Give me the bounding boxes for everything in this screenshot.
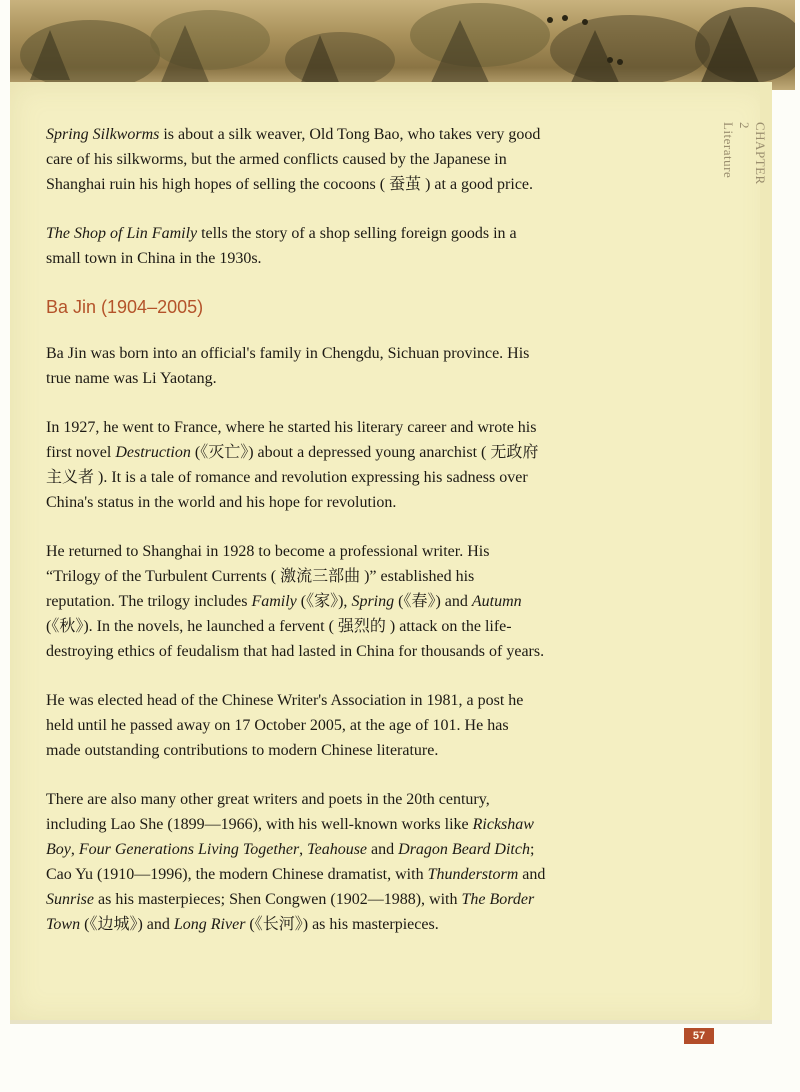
paragraph-text: In 1927, he went to France, where he started his literary career and wrote his first novel bbox=[46, 419, 537, 461]
page-content bbox=[46, 122, 546, 961]
landscape-painting-banner bbox=[10, 0, 795, 90]
paragraph-ba-jin-france bbox=[46, 415, 546, 515]
paragraph-text: (《家》), bbox=[296, 593, 352, 610]
book-title-dragon-beard-ditch: Dragon Beard Ditch bbox=[398, 841, 530, 858]
paragraph-ba-jin-trilogy bbox=[46, 539, 546, 664]
book-title-long-river: Long River bbox=[173, 916, 246, 933]
chapter-label: CHAPTER 2 bbox=[737, 122, 768, 185]
book-title-autumn: Autumn bbox=[471, 593, 522, 610]
book-title-spring-silkworms: Spring Silkworms bbox=[46, 126, 160, 143]
section-heading-ba-jin: Ba Jin (1904–2005) bbox=[46, 297, 204, 317]
book-title-rickshaw-boy: Rickshaw Boy bbox=[46, 816, 534, 858]
paragraph-text: (《秋》). In the novels, he launched a fervent ( 强烈的 ) attack on the life-destroying ethics of feudalism that had lasted in China for thousands of years. bbox=[46, 618, 545, 660]
paragraph-lin-family bbox=[46, 221, 546, 271]
paragraph-text: as his masterpieces; Shen Congwen (1902—1988), with bbox=[94, 891, 462, 908]
paragraph-text: and bbox=[367, 841, 399, 858]
page-edge bbox=[760, 82, 772, 1022]
paragraph-text: He returned to Shanghai in 1928 to become a professional writer. His “Trilogy of the Turbulent Currents ( 激流三部曲 )” established his reputation. The trilogy includes bbox=[46, 543, 490, 610]
painting-artwork bbox=[10, 0, 795, 90]
paragraph-text: and bbox=[518, 866, 546, 883]
paragraph-text: , bbox=[299, 841, 308, 858]
paragraph-spring-silkworms bbox=[46, 122, 546, 197]
book-title-destruction: Destruction bbox=[115, 444, 191, 461]
chapter-tab bbox=[721, 122, 768, 192]
paragraph-ba-jin-association: He was elected head of the Chinese Writer's Association in 1981, a post he held until he passed away on 17 October 2005, at the age of 101. He has made outstanding contributions to modern Chinese literature. bbox=[46, 692, 524, 759]
book-title-four-generations: Four Generations Living Together bbox=[78, 841, 300, 858]
book-title-spring: Spring bbox=[351, 593, 395, 610]
paragraph-text: (《长河》) as his masterpieces. bbox=[245, 916, 439, 933]
paragraph-text: is about a silk weaver, Old Tong Bao, who takes very good care of his silkworms, but the armed conflicts caused by the Japanese in Shanghai ruin his high hopes of selling the cocoons ( 蚕茧 ) at a good price. bbox=[46, 126, 541, 193]
paragraph-text: , bbox=[70, 841, 79, 858]
book-title-border-town: The Border Town bbox=[46, 891, 535, 933]
paragraph-other-writers bbox=[46, 787, 546, 937]
paragraph-text: tells the story of a shop selling foreign goods in a small town in China in the 1930s. bbox=[46, 225, 517, 267]
page-bottom-edge bbox=[10, 1020, 772, 1024]
paragraph-text: ; Cao Yu (1910—1996), the modern Chinese dramatist, with bbox=[46, 841, 535, 883]
paragraph-text: There are also many other great writers and poets in the 20th century, including Lao She (1899—1966), with his well-known works like bbox=[46, 791, 490, 833]
paragraph-text: (《边城》) and bbox=[80, 916, 174, 933]
chapter-title: Literature bbox=[721, 122, 736, 179]
paragraph-text: (《春》) and bbox=[394, 593, 472, 610]
book-title-thunderstorm: Thunderstorm bbox=[427, 866, 519, 883]
book-title-sunrise: Sunrise bbox=[46, 891, 94, 908]
page-number: 57 bbox=[684, 1028, 714, 1044]
book-title-teahouse: Teahouse bbox=[307, 841, 368, 858]
book-title-lin-family: The Shop of Lin Family bbox=[46, 225, 198, 242]
paragraph-ba-jin-birth: Ba Jin was born into an official's family in Chengdu, Sichuan province. His true name was Li Yaotang. bbox=[46, 345, 530, 387]
paragraph-text: (《灭亡》) about a depressed young anarchist ( 无政府主义者 ). It is a tale of romance and revolution expressing his sadness over China's status in the world and his hope for revolution. bbox=[46, 444, 539, 511]
book-title-family: Family bbox=[251, 593, 297, 610]
